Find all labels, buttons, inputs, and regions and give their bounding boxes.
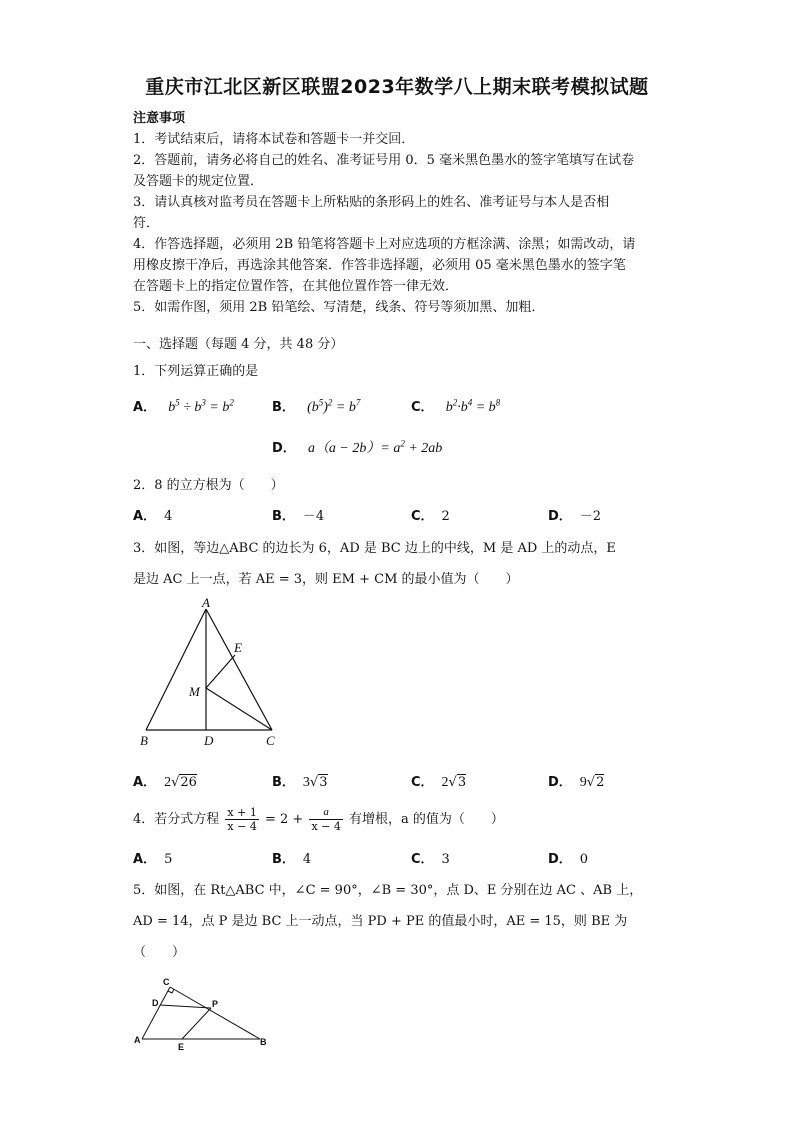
segment-mc [206, 688, 272, 730]
segment-pe [182, 1008, 211, 1039]
q2-option-a: A． 4 [133, 509, 173, 524]
label-e: E [234, 640, 242, 655]
q1-c-expression: $b^2\cdot b^4 = b^8$ [445, 397, 501, 415]
option-label: D． [272, 441, 296, 456]
q2-option-d: D． －2 [548, 509, 602, 524]
q2-option-c: C． 2 [411, 509, 450, 524]
note-line: 符． [133, 216, 160, 231]
label-a: A [134, 1035, 141, 1045]
option-label: C． [411, 400, 434, 415]
q4-option-c: C． 3 [411, 852, 450, 867]
note-line: 在答题卡上的指定位置作答，在其他位置作答一律无效． [133, 279, 459, 294]
note-line: 1．考试结束后，请将本试卷和答题卡一并交回． [133, 132, 415, 147]
label-p: P [212, 999, 219, 1009]
option-label: A． [133, 400, 157, 415]
fraction: $\frac{x + 1}{x - 4}$ [227, 806, 257, 833]
label-m: M [189, 684, 200, 699]
q5-triangle-figure [130, 975, 275, 1055]
section-heading: 一、选择题（每题 4 分，共 48 分） [133, 337, 344, 352]
note-line: 用橡皮擦干净后，再选涂其他答案．作答非选择题，必须用 05 毫米黑色墨水的签字笔 [133, 258, 626, 273]
label-c: C [266, 733, 275, 748]
q1-a-expression: $b^5 \div b^3 = b^2$ [168, 397, 234, 415]
note-line: 4．作答选择题，必须用 2B 铅笔将答题卡上对应选项的方框涂满、涂黑；如需改动，请 [133, 237, 636, 252]
q2-stem: 2．8 的立方根为（ ） [133, 478, 284, 493]
q3-option-c: C． 2√3 [411, 775, 467, 790]
label-b: B [260, 1037, 267, 1047]
q1-option-a [133, 396, 234, 416]
note-line: 及答题卡的规定位置． [133, 174, 264, 189]
exam-title: 重庆市江北区新区联盟2023年数学八上期末联考模拟试题 [145, 76, 649, 98]
label-d: D [152, 998, 159, 1008]
note-line: 2．答题前，请务必将自己的姓名、准考证号用 0．5 毫米黑色墨水的签字笔填写在试卷 [133, 153, 635, 168]
side-cb [170, 987, 260, 1039]
q1-option-b [272, 396, 360, 416]
q3-option-a: A． 2√26 [133, 775, 197, 790]
q1-option-c [411, 396, 500, 416]
side-ab [146, 609, 206, 730]
q1-b-expression: $(b^5)^2 = b^7$ [307, 397, 361, 415]
q1-d-expression: $a(a - 2b)= a^2 + 2ab$ [307, 438, 443, 456]
label-c: C [163, 977, 170, 987]
q4-stem: 4．若分式方程 $\frac{x + 1}{x - 4}$ = 2 + $\frac{a}{x - 4}$ 有增根，a 的值为（ ） [133, 806, 504, 833]
fraction: $\frac{a}{x - 4}$ [311, 806, 341, 833]
q5-stem-line1: 5．如图，在 Rt△ABC 中，∠C = 90°，∠B = 30°，点 D、E 分别在边 AC 、AB 上， [133, 883, 643, 898]
q2-option-b: B． －4 [272, 509, 325, 524]
note-line: 5．如需作图，须用 2B 铅笔绘、写清楚，线条、符号等须加黑、加粗． [133, 300, 545, 315]
q3-stem-line2: 是边 AC 上一点，若 AE = 3，则 EM + CM 的最小值为（ ） [133, 572, 519, 587]
label-a: A [202, 595, 210, 610]
label-b: B [140, 733, 148, 748]
note-line: 3．请认真核对监考员在答题卡上所粘贴的条形码上的姓名、准考证号与本人是否相 [133, 195, 610, 210]
q1-option-d [272, 437, 442, 457]
side-ac [206, 609, 272, 730]
q5-stem-line2: AD = 14，点 P 是边 BC 上一动点，当 PD + PE 的值最小时，AE = 15，则 BE 为 [133, 914, 628, 929]
side-ac [142, 987, 170, 1039]
label-e: E [178, 1042, 185, 1052]
q3-option-b: B． 3√3 [272, 775, 328, 790]
q3-option-d: D． 9√2 [548, 775, 605, 790]
label-d: D [204, 733, 214, 748]
q3-triangle-figure [132, 595, 292, 755]
option-label: B． [272, 400, 295, 415]
q4-option-b: B． 4 [272, 852, 312, 867]
q4-option-d: D． 0 [548, 852, 589, 867]
segment-me [206, 655, 235, 688]
q5-stem-line3: （ ） [133, 945, 186, 960]
q3-stem-line1: 3．如图，等边△ABC 的边长为 6，AD 是 BC 边上的中线，M 是 AD 上的动点，E [133, 541, 616, 556]
notes-heading: 注意事项 [133, 111, 186, 126]
q4-option-a: A． 5 [133, 852, 173, 867]
q1-stem: 1．下列运算正确的是 [133, 364, 259, 379]
